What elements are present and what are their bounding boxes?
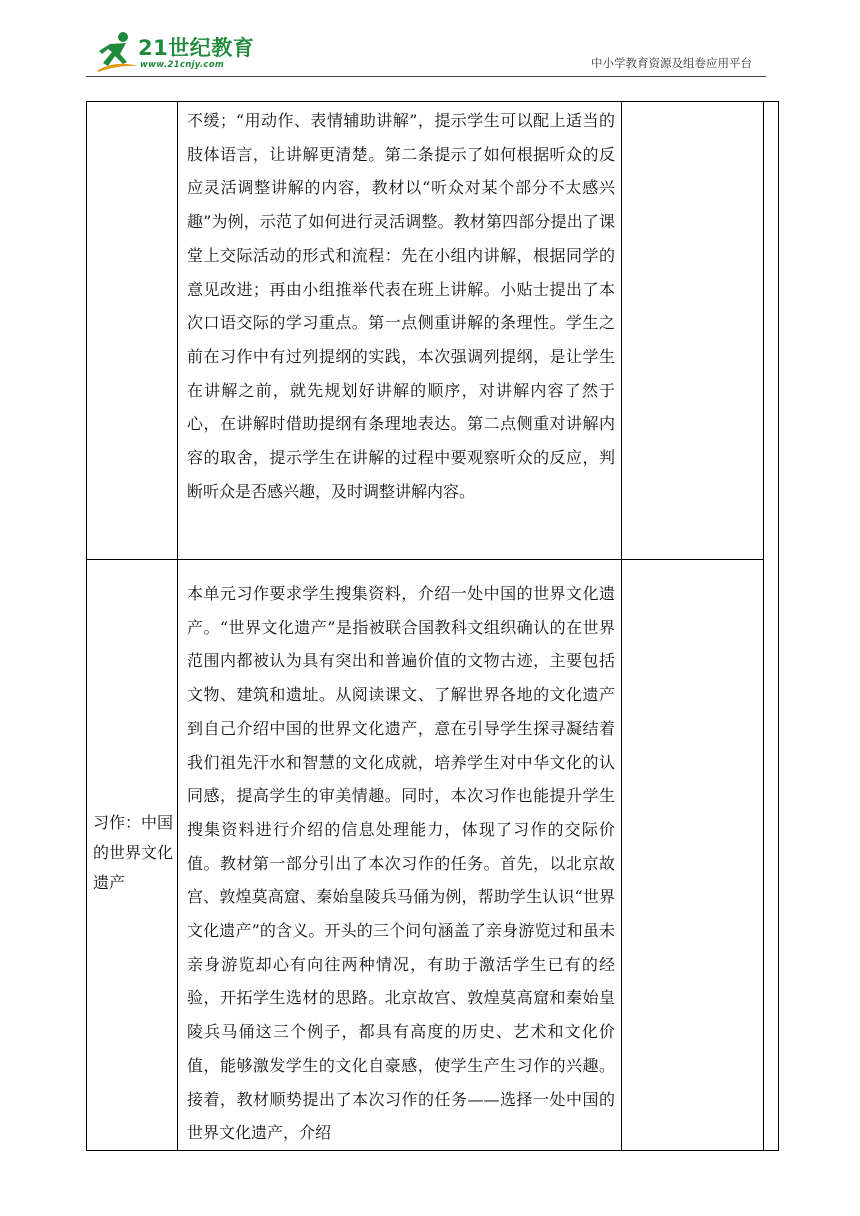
- logo-brand: 21世纪教育: [138, 36, 255, 60]
- row2-content: 本单元习作要求学生搜集资料，介绍一处中国的世界文化遗产。“世界文化遗产”是指被联合国教科文组织确认的在世界范围内都被认为具有突出和普遍价值的文物古迹，主要包括文物、建筑和遗址。从阅读课文、了解世界各地的文化遗产到自己介绍中国的世界文化遗产，意在引导学生探寻凝结着我们祖先汗水和智慧的文化成就，培养学生对中华文化的认同感，提高学生的审美情趣。同时，本次习作也能提升学生搜集资料进行介绍的信息处理能力，体现了习作的交际价值。教材第一部分引出了本次习作的任务。首先，以北京故宫、敦煌莫高窟、秦始皇陵兵马俑为例，帮助学生认识“世界文化遗产”的含义。开头的三个问句涵盖了亲身游览过和虽未亲身游览却心有向往两种情况，有助于激活学生已有的经验，开拓学生选材的思路。北京故宫、敦煌莫高窟和秦始皇陵兵马俑这三个例子，都具有高度的历史、艺术和文化价值，能够激发学生的文化自豪感，使学生产生习作的兴趣。接着，教材顺势提出了本次习作的任务——选择一处中国的世界文化遗产，介绍: [187, 584, 615, 1143]
- page-header: [0, 0, 860, 80]
- platform-name: 中小学教育资源及组卷应用平台: [591, 56, 752, 70]
- row2-label: 习作：中国的世界文化遗产: [93, 813, 174, 892]
- row1-content: 不缓；“用动作、表情辅助讲解”，提示学生可以配上适当的肢体语言，让讲解更清楚。第二条提示了如何根据听众的反应灵活调整讲解的内容，教材以“听众对某个部分不太感兴趣”为例，示范了如何进行灵活调整。教材第四部分提出了课堂上交际活动的形式和流程：先在小组内讲解，根据同学的意见改进；再由小组推举代表在班上讲解。小贴士提出了本次口语交际的学习重点。第一点侧重讲解的条理性。学生之前在习作中有过列提纲的实践，本次强调列提纲，是让学生在讲解之前，就先规划好讲解的顺序，对讲解内容了然于心，在讲解时借助提纲有条理地表达。第二点侧重对讲解内容的取舍，提示学生在讲解的过程中要观察听众的反应，判断听众是否感兴趣，及时调整讲解内容。: [187, 111, 615, 501]
- column-divider-1: [177, 101, 178, 1151]
- logo: [96, 30, 266, 78]
- column-divider-2: [621, 101, 622, 1151]
- header-divider: [86, 76, 766, 77]
- running-figure-icon: [96, 30, 140, 74]
- row-divider: [86, 559, 763, 560]
- logo-url: www.21cnjy.com: [140, 60, 224, 70]
- column-divider-3: [763, 101, 764, 1151]
